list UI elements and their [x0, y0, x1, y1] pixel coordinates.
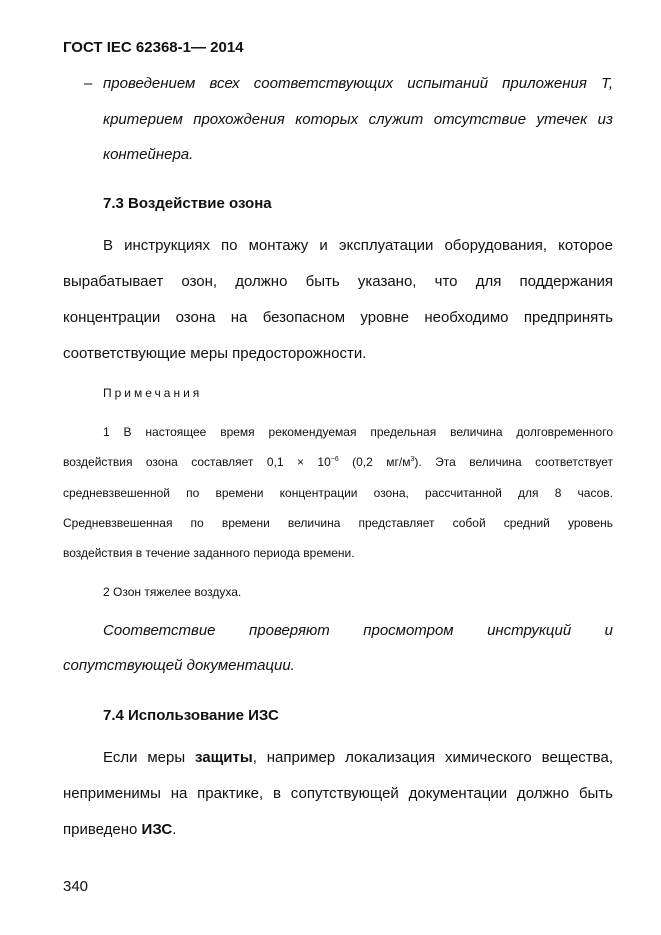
list-item-line-2: критерием прохождения которых служит отсутствие утечек из [103, 111, 613, 128]
list-item-line-1: проведением всех соответствующих испытаний приложения Т, [103, 75, 613, 92]
note-2: 2 Озон тяжелее воздуха. [103, 585, 242, 599]
section-7-4-para-line-1: Если меры защиты, например локализация химического вещества, [103, 749, 613, 766]
page-number: 340 [63, 878, 89, 895]
note-1-line-2: воздействия озона составляет $0,1 \times 10^{-6}$ (0,2 $мг/м^3$). Эта величина соответствует [63, 455, 613, 469]
compliance-line-1: Соответствие проверяют просмотром инструкций и [103, 622, 613, 639]
note-1-line-3: средневзвешенной по времени концентрации озона, рассчитанной для 8 часов. [63, 486, 613, 500]
document-header: ГОСТ IEC 62368-1— 2014 [63, 39, 244, 56]
section-7-3-para-line-2: вырабатывает озон, должно быть указано, что для поддержания [63, 273, 613, 290]
note-1-line-5: воздействия в течение заданного периода времени. [63, 546, 355, 560]
section-7-3-para-line-1: В инструкциях по монтажу и эксплуатации оборудования, которое [103, 237, 613, 254]
section-7-4-para-line-3: приведено ИЗС. [63, 821, 177, 838]
notes-heading: Примечания [103, 386, 203, 400]
section-7-3-title: 7.3 Воздействие озона [103, 195, 272, 212]
list-item-line-3: контейнера. [103, 146, 194, 163]
section-7-4-title: 7.4 Использование ИЗС [103, 707, 279, 724]
section-7-3-para-line-3: концентрации озона на безопасном уровне необходимо предпринять [63, 309, 613, 326]
section-7-3-para-line-4: соответствующие меры предосторожности. [63, 345, 367, 362]
compliance-line-2: сопутствующей документации. [63, 657, 295, 674]
note-1-line-4: Средневзвешенная по времени величина представляет собой средний уровень [63, 516, 613, 530]
list-dash: – [84, 75, 93, 92]
section-7-4-para-line-2: неприменимы на практике, в сопутствующей документации должно быть [63, 785, 613, 802]
note-1-line-1: 1 В настоящее время рекомендуемая предельная величина долговременного [103, 425, 613, 439]
